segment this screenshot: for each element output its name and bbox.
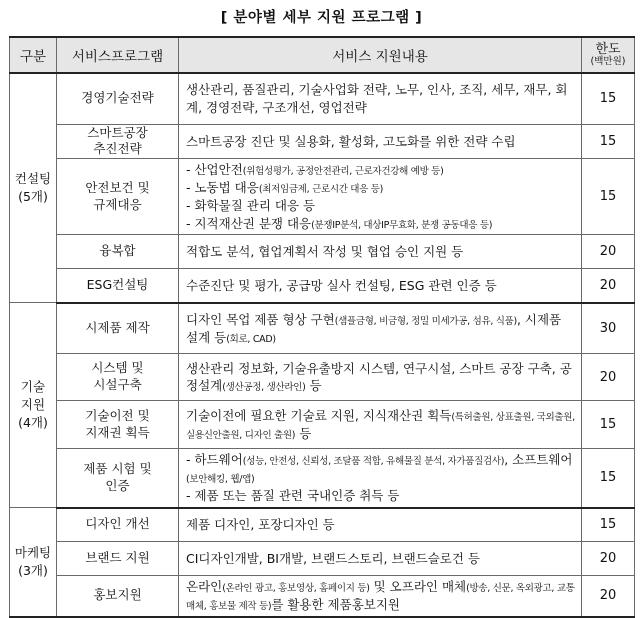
header-limit-unit: (백만원) bbox=[590, 55, 626, 67]
table-row bbox=[10, 576, 635, 617]
program-name: 시설구축 bbox=[93, 377, 142, 393]
content-text bbox=[186, 551, 480, 566]
content-main-text: 적합도 분석, 협업계획서 작성 및 협업 승인 지원 등 bbox=[186, 243, 464, 259]
content-detail-text: (온라인 광고, 홍보영상, 홈페이지 등) bbox=[222, 583, 370, 594]
program-cell bbox=[57, 576, 179, 617]
category-cell bbox=[10, 508, 57, 617]
table-row bbox=[10, 542, 635, 576]
page-title: [ 분야별 세부 지원 프로그램 ] bbox=[220, 10, 423, 26]
program-cell bbox=[57, 235, 179, 269]
content-text bbox=[186, 579, 575, 612]
header-content: 서비스 지원내용 bbox=[179, 37, 582, 73]
content-cell bbox=[179, 508, 582, 542]
content-detail-text: (최저임금제, 근로시간 대응 등) bbox=[258, 184, 384, 195]
content-text bbox=[186, 278, 497, 293]
program-cell bbox=[57, 449, 179, 508]
content-main-text: , 소프트웨어 bbox=[504, 452, 573, 468]
header-category: 구분 bbox=[10, 37, 57, 73]
header-limit bbox=[582, 37, 635, 73]
program-name: 스마트공장 bbox=[87, 124, 148, 140]
table-row bbox=[10, 508, 635, 542]
table-row bbox=[10, 269, 635, 303]
program-name: 기술이전 및 bbox=[85, 407, 150, 423]
content-detail-text: (성능, 안전성, 신뢰성, 조달품 적합, 유해물질 분석, 자가품질검사) bbox=[242, 456, 505, 468]
table-row bbox=[10, 303, 635, 354]
content-text bbox=[186, 361, 572, 394]
content-cell bbox=[179, 124, 582, 159]
category-name: 마케팅 bbox=[14, 544, 52, 560]
limit-cell: 20 bbox=[582, 576, 635, 617]
program-name: 브랜드 지원 bbox=[85, 550, 150, 566]
content-detail-text: (샘플금형, 비금형, 정밀 미세가공, 섬유, 식품) bbox=[334, 315, 517, 327]
content-cell bbox=[179, 354, 582, 401]
header-limit-label: 한도 bbox=[595, 42, 621, 58]
category-count: (5개) bbox=[18, 189, 48, 205]
content-item bbox=[186, 179, 575, 197]
program-cell bbox=[57, 354, 179, 401]
content-main-text: 등 bbox=[210, 329, 227, 345]
content-main-text: 등 bbox=[295, 425, 312, 441]
content-detail-text: (위험성평가, 공정안전관리, 근로자건강해 예방 등) bbox=[242, 166, 444, 178]
limit-cell: 20 bbox=[582, 269, 635, 303]
program-name: 시제품 제작 bbox=[85, 320, 150, 336]
limit-cell: 20 bbox=[582, 354, 635, 401]
limit-cell: 15 bbox=[582, 508, 635, 542]
content-main-text: CI디자인개발, BI개발, 브랜드스토리, 브랜드슬로건 등 bbox=[186, 550, 480, 566]
content-main-text: - 산업안전 bbox=[186, 162, 243, 178]
limit-cell: 15 bbox=[582, 449, 635, 508]
content-detail-text: (특허출원, 상표출원, 국외출원, 실용신안출원, 디자인 출원) bbox=[186, 412, 575, 441]
table-row bbox=[10, 159, 635, 235]
content-main-text: 스마트공장 진단 및 실용화, 활성화, 고도화를 위한 전략 수립 bbox=[186, 133, 516, 149]
program-name: 추진전략 bbox=[93, 141, 142, 157]
program-name: 경영기술전략 bbox=[81, 90, 154, 106]
content-cell bbox=[179, 269, 582, 303]
table-row bbox=[10, 354, 635, 401]
content-cell bbox=[179, 542, 582, 576]
program-cell bbox=[57, 542, 179, 576]
program-name: 융복합 bbox=[99, 243, 136, 259]
category-name: 지원 bbox=[20, 397, 46, 413]
table-row bbox=[10, 73, 635, 124]
content-item bbox=[186, 487, 575, 505]
content-item bbox=[186, 197, 575, 215]
content-text bbox=[186, 312, 517, 327]
content-item bbox=[186, 451, 575, 487]
limit-cell: 20 bbox=[582, 542, 635, 576]
limit-cell: 20 bbox=[582, 235, 635, 269]
program-name: ESG컨설팅 bbox=[86, 277, 149, 293]
limit-cell: 15 bbox=[582, 124, 635, 159]
program-name: 시스템 및 bbox=[91, 360, 144, 376]
category-cell bbox=[10, 73, 57, 303]
category-name: 컨설팅 bbox=[14, 171, 52, 186]
program-cell bbox=[57, 269, 179, 303]
content-text bbox=[186, 82, 568, 115]
content-cell bbox=[179, 159, 582, 235]
content-main-text: - 노동법 대응 bbox=[186, 180, 259, 195]
program-name: 홍보지원 bbox=[93, 587, 142, 603]
content-main-text: 제품 디자인, 포장디자인 등 bbox=[186, 516, 335, 532]
program-name: 디자인 개선 bbox=[85, 516, 150, 532]
content-main-text: - 지적재산권 분쟁 대응 bbox=[186, 215, 312, 231]
program-cell bbox=[57, 508, 179, 542]
category-name: 기술 bbox=[20, 378, 46, 394]
content-item bbox=[186, 161, 575, 179]
category-count: (3개) bbox=[18, 562, 48, 578]
content-main-text: - 제품 또는 품질 관련 국내인증 취득 등 bbox=[186, 487, 400, 503]
content-cell bbox=[179, 73, 582, 124]
content-text bbox=[186, 408, 575, 441]
program-cell bbox=[57, 303, 179, 354]
program-name: 지재권 획득 bbox=[85, 424, 150, 440]
program-cell bbox=[57, 124, 179, 159]
content-cell bbox=[179, 235, 582, 269]
category-count: (4개) bbox=[18, 415, 48, 431]
content-detail-text: (생산공정, 생산라인) bbox=[222, 382, 306, 394]
content-main-text: , 시제품 설계 bbox=[186, 311, 562, 345]
content-main-text: 기술이전에 필요한 기술료 지원, 지식재산권 획득 bbox=[186, 408, 452, 423]
content-main-text: 생산관리 정보화, 기술유출방지 시스템, 연구시설, 스마트 공장 구축, 공정설계 bbox=[186, 360, 572, 394]
program-cell bbox=[57, 73, 179, 124]
program-cell bbox=[57, 401, 179, 449]
content-main-text: 디자인 목업 제품 형상 구현 bbox=[186, 311, 335, 327]
content-item bbox=[186, 215, 575, 233]
limit-cell: 15 bbox=[582, 401, 635, 449]
category-cell bbox=[10, 303, 57, 508]
content-text bbox=[186, 134, 516, 149]
program-name: 제품 시험 및 bbox=[83, 461, 152, 476]
content-cell bbox=[179, 449, 582, 508]
content-main-text: 수준진단 및 평가, 공급망 실사 컨설팅, ESG 관련 인증 등 bbox=[186, 277, 497, 293]
content-main-text: 등 bbox=[305, 378, 322, 394]
content-main-text: - 하드웨어 bbox=[186, 452, 243, 468]
content-detail-text: (회로, CAD) bbox=[226, 333, 276, 345]
limit-cell: 15 bbox=[582, 159, 635, 235]
content-cell bbox=[179, 401, 582, 449]
content-main-text: 를 활용한 제품홍보지원 bbox=[271, 596, 401, 612]
limit-cell: 30 bbox=[582, 303, 635, 354]
table-row bbox=[10, 449, 635, 508]
content-main-text: 온라인 bbox=[186, 579, 223, 594]
content-main-text: 생산관리, 품질관리, 기술사업화 전략, 노무, 인사, 조직, 세무, 재무, 회계, 경영전략, 구조개선, 영업전략 bbox=[186, 82, 568, 115]
program-cell bbox=[57, 159, 179, 235]
limit-cell: 15 bbox=[582, 73, 635, 124]
table-row bbox=[10, 235, 635, 269]
content-main-text: - 화학물질 관리 대응 등 bbox=[186, 197, 316, 213]
support-program-table bbox=[9, 36, 635, 618]
program-name: 인증 bbox=[105, 477, 130, 493]
content-text bbox=[186, 517, 335, 532]
content-main-text: 및 오프라인 매체 bbox=[369, 579, 467, 594]
program-name: 안전보건 및 bbox=[85, 179, 150, 195]
header-row bbox=[10, 37, 635, 73]
content-cell bbox=[179, 576, 582, 617]
content-cell bbox=[179, 303, 582, 354]
content-detail-text: (보안해킹, 웹/앱) bbox=[186, 474, 255, 485]
table-row bbox=[10, 401, 635, 449]
header-program: 서비스프로그램 bbox=[57, 37, 179, 73]
content-text bbox=[186, 244, 463, 259]
content-detail-text: (방송, 신문, 옥외광고, 교통매체, 홍보물 제작 등) bbox=[186, 583, 575, 612]
program-name: 규제대응 bbox=[93, 196, 142, 212]
content-detail-text: (분쟁IP분석, 대상IP무효화, 분쟁 공동대응 등) bbox=[311, 219, 493, 231]
table-row bbox=[10, 124, 635, 159]
